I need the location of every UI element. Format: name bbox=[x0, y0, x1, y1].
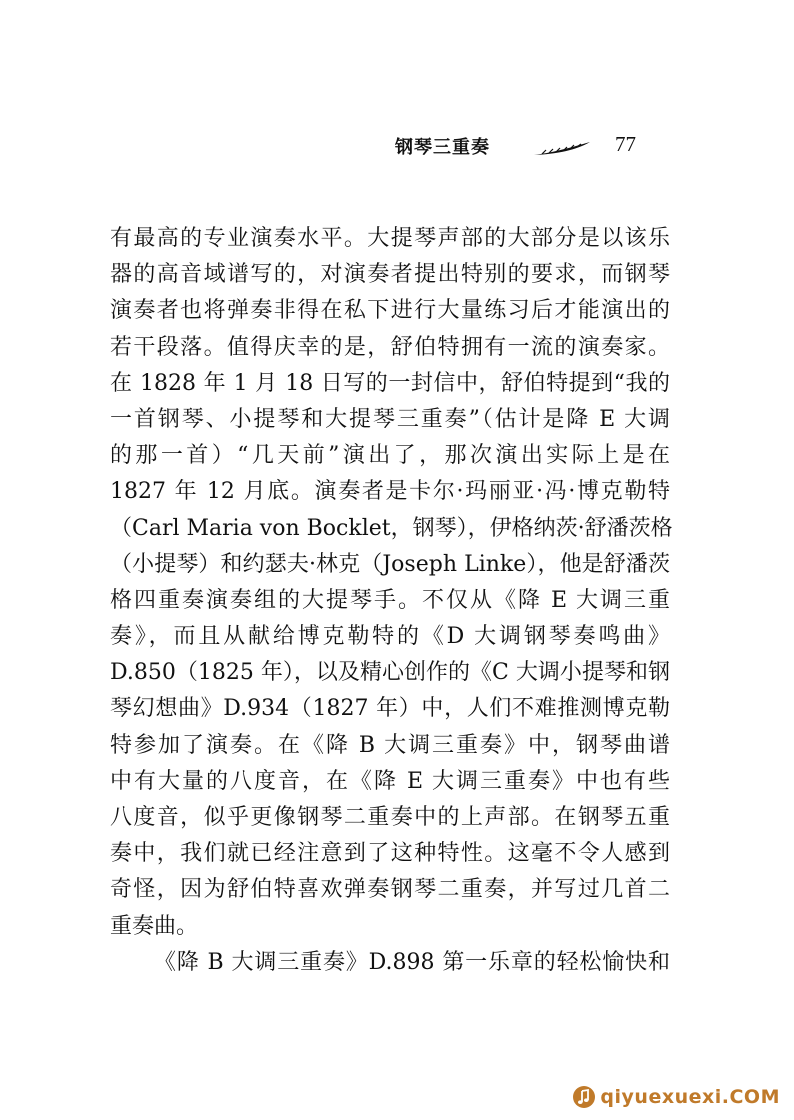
text-line: （Carl Maria von Bocklet，钢琴），伊格纳茨·舒潘茨格 bbox=[110, 515, 673, 541]
site-watermark bbox=[572, 1082, 780, 1112]
text-line: 器的高音域谱写的，对演奏者提出特别的要求，而钢琴 bbox=[110, 262, 670, 288]
body-text bbox=[110, 221, 673, 981]
watermark-text: qiyuexuexi.COM bbox=[600, 1086, 780, 1108]
text-line: 八度音，似乎更像钢琴二重奏中的上声部。在钢琴五重 bbox=[110, 805, 670, 830]
text-line: 在 1828 年 1 月 18 日写的一封信中，舒伯特提到“我的 bbox=[110, 370, 670, 396]
text-line: 奏》，而且从献给博克勒特的《D 大调钢琴奏鸣曲》 bbox=[110, 624, 670, 650]
text-line: 若干段落。值得庆幸的是，舒伯特拥有一流的演奏家。 bbox=[110, 334, 670, 360]
text-line: 的那一首）“几天前”演出了，那次演出实际上是在 bbox=[110, 443, 670, 469]
text-line: 奇怪，因为舒伯特喜欢弹奏钢琴二重奏，并写过几首二 bbox=[110, 877, 670, 903]
feather-ornament-icon bbox=[532, 140, 592, 158]
text-line: 一首钢琴、小提琴和大提琴三重奏”（估计是降 E 大调 bbox=[110, 406, 670, 432]
music-note-logo-icon bbox=[572, 1085, 596, 1109]
text-line: 1827 年 12 月底。演奏者是卡尔·玛丽亚·冯·博克勒特 bbox=[110, 479, 670, 505]
text-line: 特参加了演奏。在《降 B 大调三重奏》中，钢琴曲谱 bbox=[110, 732, 670, 758]
text-line: （小提琴）和约瑟夫·林克（Joseph Linke），他是舒潘茨 bbox=[110, 551, 670, 577]
page-number: 77 bbox=[615, 132, 636, 156]
running-header bbox=[395, 130, 655, 164]
paragraph bbox=[110, 945, 670, 981]
running-header-title: 钢琴三重奏 bbox=[395, 137, 490, 158]
text-line: 奏中，我们就已经注意到了这种特性。这毫不令人感到 bbox=[110, 841, 670, 867]
text-line: 中有大量的八度音，在《降 E 大调三重奏》中也有些 bbox=[110, 768, 670, 794]
text-line: 重奏曲。 bbox=[110, 913, 199, 939]
text-line: 《降 B 大调三重奏》D.898 第一乐章的轻松愉快和 bbox=[154, 949, 670, 975]
text-line: D.850（1825 年），以及精心创作的《C 大调小提琴和钢 bbox=[110, 660, 670, 686]
text-line: 琴幻想曲》D.934（1827 年）中，人们不难推测博克勒 bbox=[110, 696, 670, 722]
text-line: 格四重奏演奏组的大提琴手。不仅从《降 E 大调三重 bbox=[110, 587, 670, 613]
paragraph bbox=[110, 221, 673, 945]
text-line: 演奏者也将弹奏非得在私下进行大量练习后才能演出的 bbox=[110, 298, 670, 324]
text-line: 有最高的专业演奏水平。大提琴声部的大部分是以该乐 bbox=[110, 226, 670, 251]
